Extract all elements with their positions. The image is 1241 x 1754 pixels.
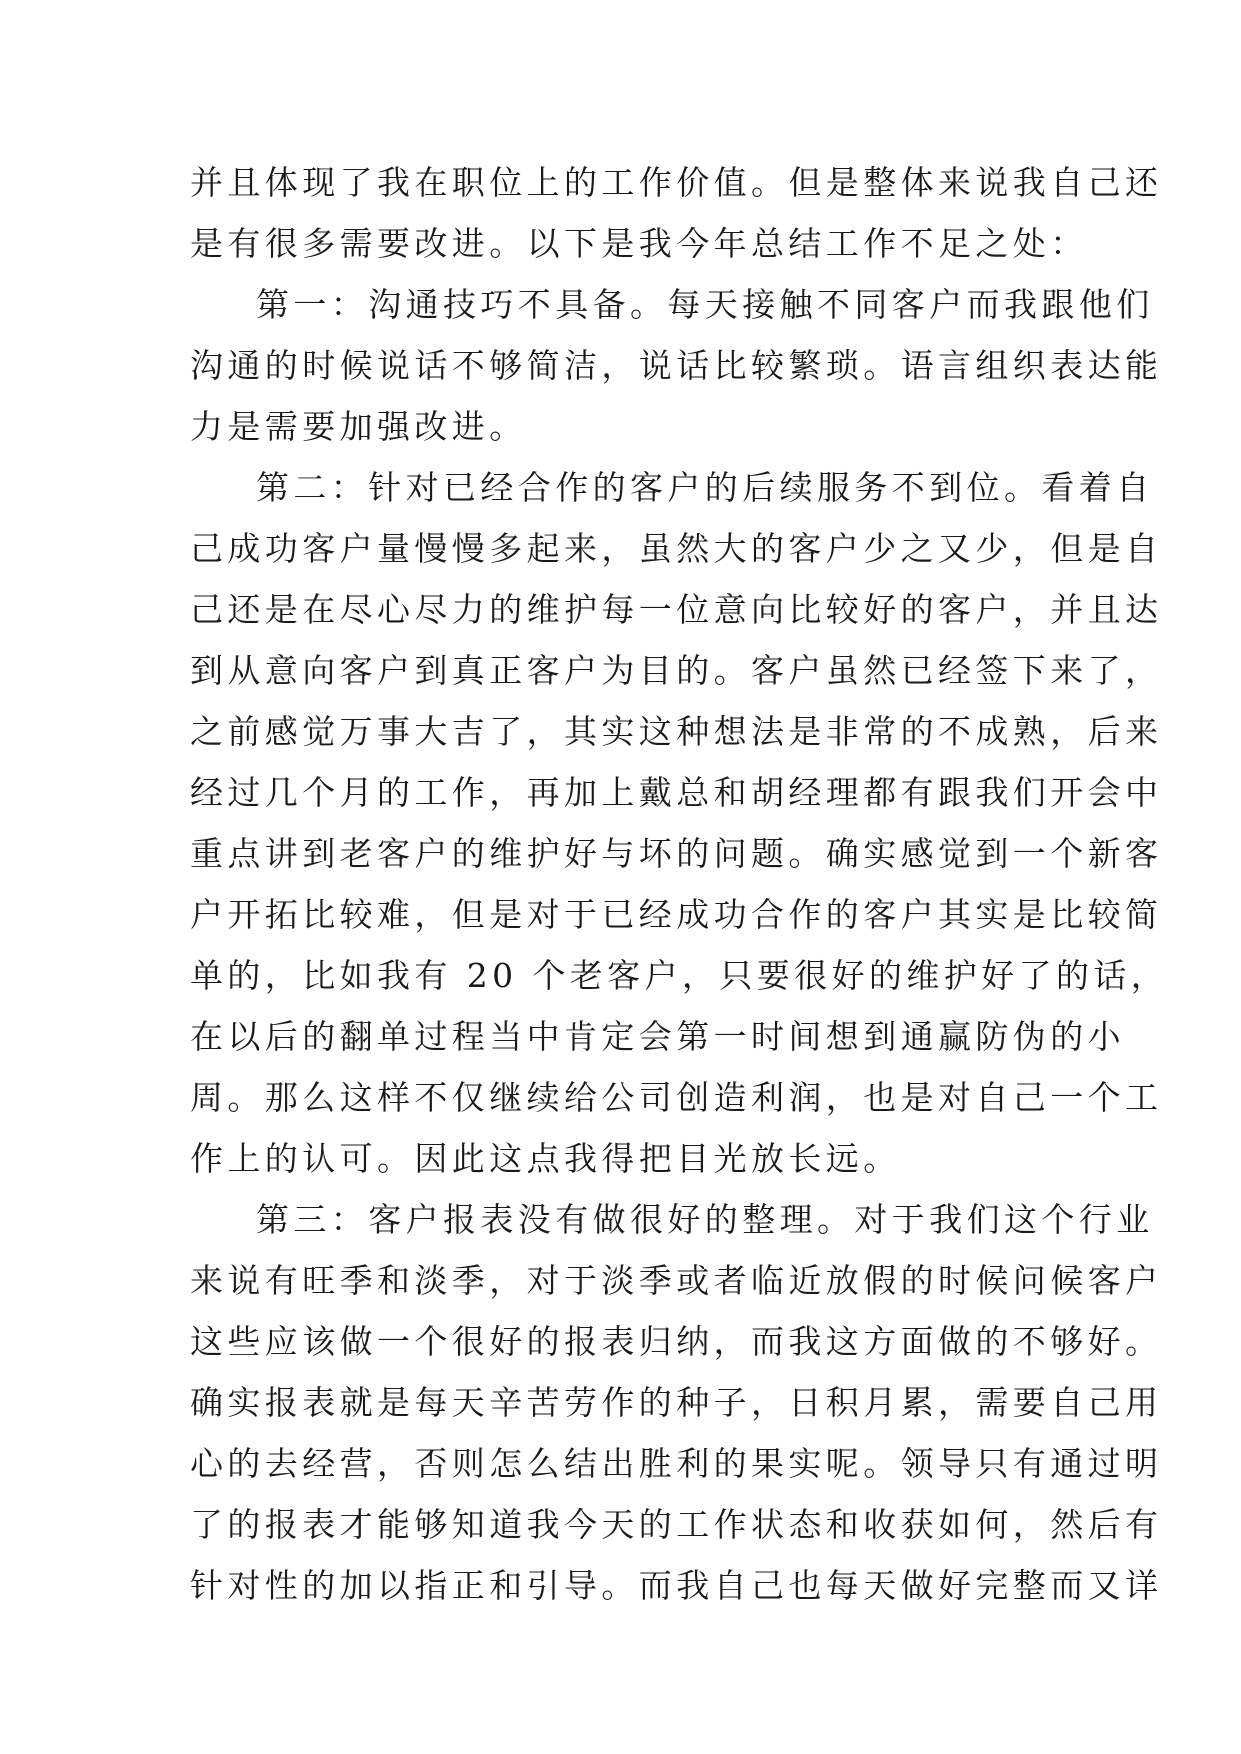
text-line: 并且体现了我在职位上的工作价值。但是整体来说我自己还 <box>190 163 1163 202</box>
paragraph-first-line: 第一：沟通技巧不具备。每天接触不同客户而我跟他们 <box>256 285 1154 324</box>
text-line: 周。那么这样不仅继续给公司创造利润，也是对自己一个工 <box>190 1078 1163 1117</box>
text-line: 己成功客户量慢慢多起来，虽然大的客户少之又少，但是自 <box>190 529 1163 568</box>
text-line: 这些应该做一个很好的报表归纳，而我这方面做的不够好。 <box>190 1322 1163 1361</box>
paragraph-last-line: 作上的认可。因此这点我得把目光放长远。 <box>190 1139 901 1178</box>
text-line: 确实报表就是每天辛苦劳作的种子，日积月累，需要自己用 <box>190 1383 1163 1422</box>
text-line: 沟通的时候说话不够简洁，说话比较繁琐。语言组织表达能 <box>190 346 1163 385</box>
paragraph-first-line: 第三：客户报表没有做很好的整理。对于我们这个行业 <box>256 1200 1154 1239</box>
paragraph-first-line: 第二：针对已经合作的客户的后续服务不到位。看着自 <box>256 468 1154 507</box>
paragraph-last-line: 力是需要加强改进。 <box>190 407 527 446</box>
text-line: 心的去经营，否则怎么结出胜利的果实呢。领导只有通过明 <box>190 1444 1163 1483</box>
text-line: 经过几个月的工作，再加上戴总和胡经理都有跟我们开会中 <box>190 773 1163 812</box>
text-line: 到从意向客户到真正客户为目的。客户虽然已经签下来了， <box>190 651 1163 690</box>
text-line: 户开拓比较难，但是对于已经成功合作的客户其实是比较简 <box>190 895 1163 934</box>
text-line: 己还是在尽心尽力的维护每一位意向比较好的客户，并且达 <box>190 590 1163 629</box>
text-line: 重点讲到老客户的维护好与坏的问题。确实感觉到一个新客 <box>190 834 1163 873</box>
text-line: 在以后的翻单过程当中肯定会第一时间想到通赢防伪的小 <box>190 1017 1125 1056</box>
text-line: 针对性的加以指正和引导。而我自己也每天做好完整而又详 <box>190 1566 1163 1605</box>
body-text <box>190 152 1169 1616</box>
text-line: 单的，比如我有 20 个老客户，只要很好的维护好了的话， <box>190 956 1169 995</box>
text-line: 来说有旺季和淡季，对于淡季或者临近放假的时候问候客户 <box>190 1261 1163 1300</box>
text-line: 之前感觉万事大吉了，其实这种想法是非常的不成熟，后来 <box>190 712 1163 751</box>
text-line: 了的报表才能够知道我今天的工作状态和收获如何，然后有 <box>190 1505 1163 1544</box>
text-line: 是有很多需要改进。以下是我今年总结工作不足之处： <box>190 224 1088 263</box>
